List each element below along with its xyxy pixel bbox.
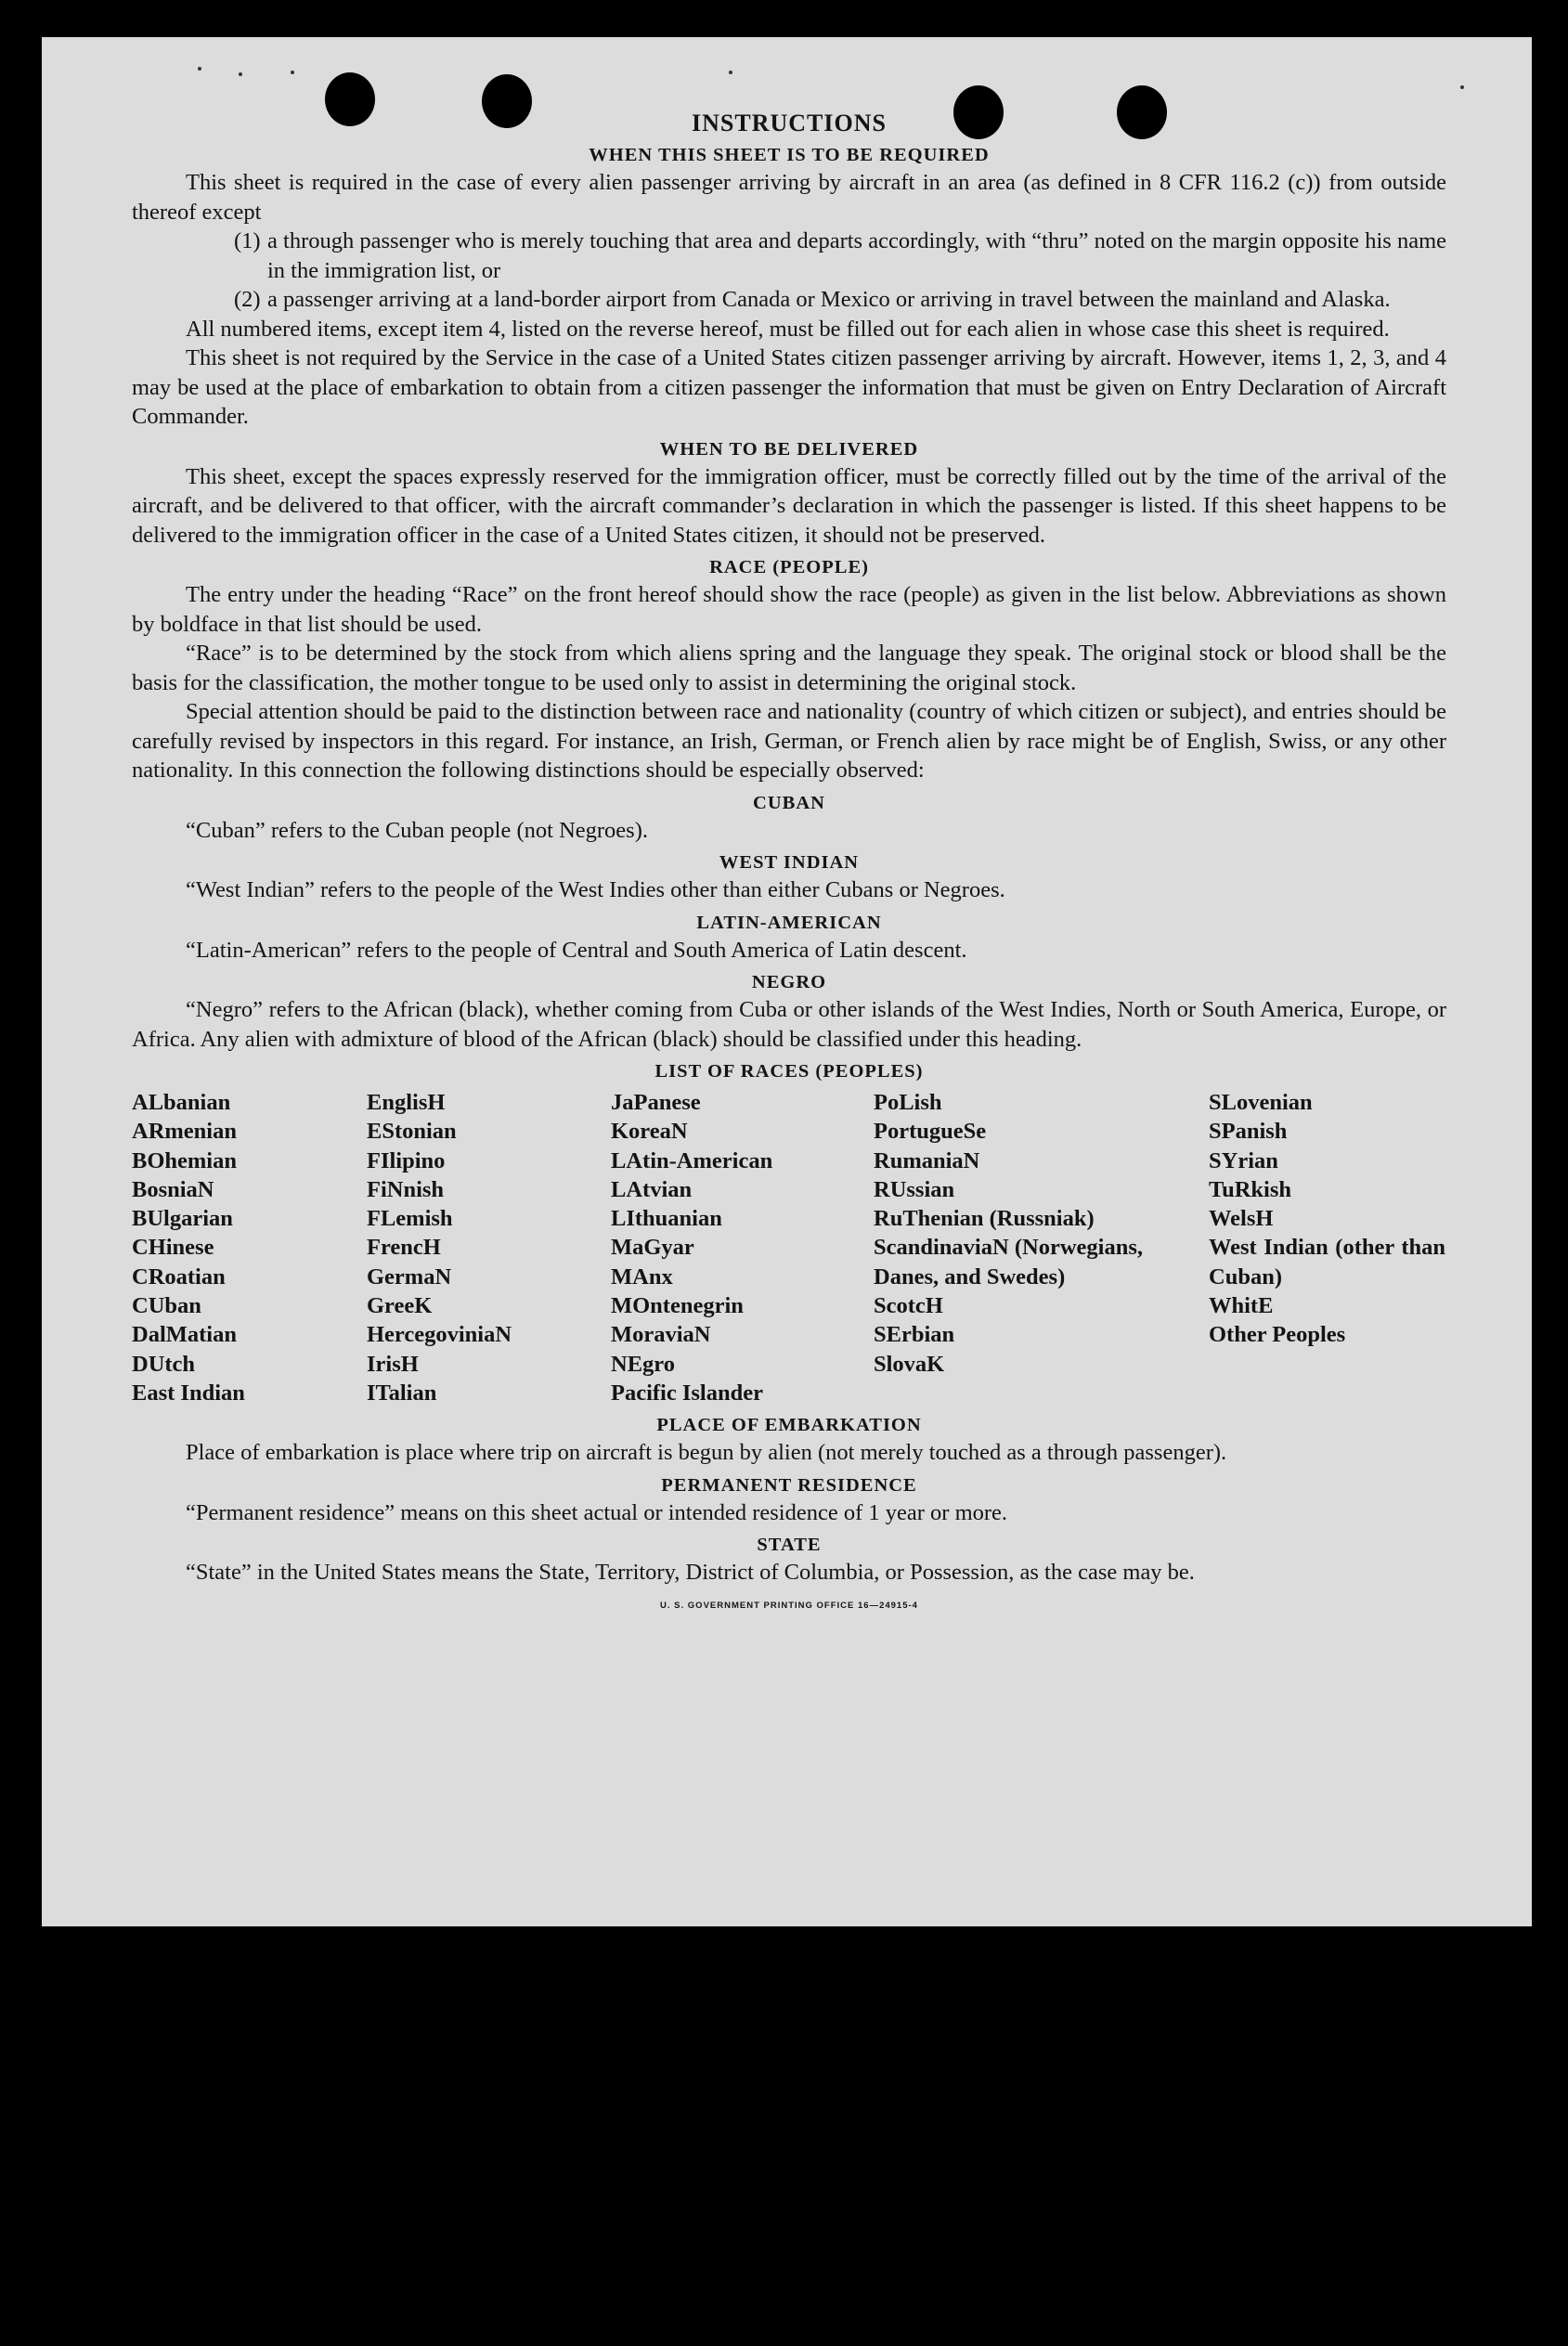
race-entry: WhitE <box>1209 1293 1274 1319</box>
latin-american-paragraph: “Latin-American” refers to the people of Central and South America of Latin descent. <box>186 937 967 963</box>
race-entry: SLovenian <box>1209 1090 1313 1115</box>
exception-number: (2) <box>234 287 261 312</box>
race-entry: Pacific Islander <box>611 1380 763 1406</box>
section-heading-when-required: WHEN THIS SHEET IS TO BE REQUIRED <box>589 145 990 165</box>
race-entry: DalMatian <box>132 1322 237 1348</box>
race-paragraph-2: “Race” is to be determined by the stock from which aliens spring and the language they speak. The original stock or blood shall be the basis for the classification, the mother tongue to be used only to assist in determining the original stock. <box>132 641 1446 695</box>
race-entry: JaPanese <box>611 1090 701 1115</box>
page-title: INSTRUCTIONS <box>692 110 887 136</box>
race-entry: CHinese <box>132 1235 214 1261</box>
speck <box>291 71 294 74</box>
exception-item-2 <box>234 285 1446 315</box>
race-entry: MAnx <box>611 1264 673 1290</box>
section-heading-race: RACE (PEOPLE) <box>709 557 869 577</box>
section-heading-west-indian: WEST INDIAN <box>719 852 860 873</box>
speck <box>1460 85 1464 89</box>
section-heading-cuban: CUBAN <box>753 792 825 813</box>
race-entry: SPanish <box>1209 1119 1288 1145</box>
race-entry: KoreaN <box>611 1119 688 1145</box>
race-entry: DUtch <box>132 1351 196 1377</box>
races-column-1 <box>132 1088 367 1407</box>
race-entry: HercegoviniaN <box>367 1322 512 1348</box>
races-column-3 <box>611 1088 874 1407</box>
not-required-paragraph: This sheet is not required by the Service in the case of a United States citizen passenger arriving by aircraft. However, items 1, 2, 3, and 4 may be used at the place of embarkation to obtain from a citizen passenger the information that must be given on Entry Declaration of Aircraft Commander. <box>132 345 1446 429</box>
race-entry: FLemish <box>367 1206 453 1232</box>
residence-paragraph: “Permanent residence” means on this sheet actual or intended residence of 1 year or more. <box>186 1499 1008 1525</box>
race-entry: TuRkish <box>1209 1176 1292 1202</box>
when-required-intro: This sheet is required in the case of every alien passenger arriving by aircraft in an area (as defined in 8 CFR 116.2 (c)) from outside thereof except <box>132 170 1446 225</box>
race-paragraph-1: The entry under the heading “Race” on the front hereof should show the race (people) as given in the list below. Abbreviations as shown by boldface in that list should be used. <box>132 582 1446 637</box>
race-entry: GreeK <box>367 1293 433 1319</box>
west-indian-paragraph: “West Indian” refers to the people of the West Indies other than either Cubans or Negroes. <box>186 877 1005 902</box>
race-entry: CRoatian <box>132 1264 226 1290</box>
race-entry: FrencH <box>367 1235 441 1261</box>
section-heading-residence: PERMANENT RESIDENCE <box>661 1474 917 1496</box>
race-entry: LAtvian <box>611 1176 693 1202</box>
race-paragraph-3: Special attention should be paid to the distinction between race and nationality (country of which citizen or subject), and entries should be carefully revised by inspectors in this regard. For instance, an Irish, German, or French alien by race might be of English, Swiss, or any other nationality. In this connection the following distinctions should be especially observed: <box>132 699 1446 783</box>
race-entry: EStonian <box>367 1119 457 1145</box>
race-entry: LIthuanian <box>611 1206 722 1232</box>
exception-number: (1) <box>234 228 261 253</box>
race-entry: RUssian <box>874 1176 955 1202</box>
negro-paragraph: “Negro” refers to the African (black), whether coming from Cuba or other islands of the West Indies, North or South America, Europe, or Africa. Any alien with admixture of blood of the African (black) should be classified under this heading. <box>132 997 1446 1052</box>
speck <box>198 67 201 71</box>
race-entry: West Indian (other than Cuban) <box>1209 1235 1445 1290</box>
race-entry: WelsH <box>1209 1206 1274 1232</box>
race-entry: SlovaK <box>874 1351 945 1377</box>
punch-hole <box>953 85 1004 139</box>
printer-imprint: U. S. GOVERNMENT PRINTING OFFICE 16—24915-4 <box>660 1600 918 1611</box>
race-entry: FiNnish <box>367 1176 445 1202</box>
cuban-paragraph: “Cuban” refers to the Cuban people (not Negroes). <box>186 817 648 843</box>
document-sheet <box>42 37 1532 1926</box>
exception-item-1 <box>234 227 1446 285</box>
race-entry: ALbanian <box>132 1090 231 1115</box>
race-entry: MOntenegrin <box>611 1293 744 1319</box>
race-entry: RumaniaN <box>874 1147 980 1173</box>
race-entry: LAtin-American <box>611 1147 773 1173</box>
when-delivered-paragraph: This sheet, except the spaces expressly reserved for the immigration officer, must be correctly filled out by the time of the arrival of the aircraft, and be delivered to that officer, with the aircraft commander’s declaration in which the passenger is listed. If this sheet happens to be delivered to the immigration officer in the case of a United States citizen, it should not be preserved. <box>132 463 1446 548</box>
section-heading-embarkation: PLACE OF EMBARKATION <box>656 1415 922 1436</box>
race-entry: IrisH <box>367 1351 419 1377</box>
race-entry: SErbian <box>874 1322 955 1348</box>
races-list <box>132 1088 1446 1407</box>
race-entry: GermaN <box>367 1264 452 1290</box>
exception-text: a passenger arriving at a land-border airport from Canada or Mexico or arriving in travel between the mainland and Alaska. <box>267 287 1391 312</box>
punch-hole <box>482 74 532 128</box>
punch-hole <box>1117 85 1167 139</box>
races-column-2 <box>367 1088 611 1407</box>
race-entry: RuThenian (Russniak) <box>874 1206 1095 1232</box>
state-paragraph: “State” in the United States means the State, Territory, District of Columbia, or Possession, as the case may be. <box>186 1560 1195 1586</box>
race-entry: PoLish <box>874 1090 942 1115</box>
race-entry: BUlgarian <box>132 1206 233 1232</box>
section-heading-state: STATE <box>757 1535 822 1556</box>
races-column-4 <box>874 1088 1209 1407</box>
race-entry: SYrian <box>1209 1147 1278 1173</box>
race-entry: East Indian <box>132 1380 245 1406</box>
speck <box>729 71 732 74</box>
race-entry: ARmenian <box>132 1119 237 1145</box>
race-entry: ITalian <box>367 1380 437 1406</box>
section-heading-latin-american: LATIN-AMERICAN <box>696 912 882 933</box>
race-entry: MoraviaN <box>611 1322 711 1348</box>
race-entry: MaGyar <box>611 1235 694 1261</box>
embarkation-paragraph: Place of embarkation is place where trip on aircraft is begun by alien (not merely touched as a through passenger). <box>186 1440 1227 1466</box>
punch-hole <box>325 72 375 126</box>
race-entry: FIlipino <box>367 1147 446 1173</box>
section-heading-negro: NEGRO <box>751 972 827 992</box>
exception-text: a through passenger who is merely touching that area and departs accordingly, with “thru” noted on the margin opposite his name in the immigration list, or <box>267 228 1446 283</box>
race-entry: EnglisH <box>367 1090 446 1115</box>
race-entry: CUban <box>132 1293 201 1319</box>
race-entry: Other Peoples <box>1209 1322 1346 1348</box>
race-entry: ScotcH <box>874 1293 943 1319</box>
race-entry: ScandinaviaN (Norwegians, Danes, and Swedes) <box>874 1235 1143 1290</box>
race-entry: BosniaN <box>132 1176 214 1202</box>
race-entry: PortugueSe <box>874 1119 987 1145</box>
section-heading-when-delivered: WHEN TO BE DELIVERED <box>659 438 919 460</box>
races-column-5 <box>1209 1088 1445 1407</box>
section-heading-races-list: LIST OF RACES (PEOPLES) <box>654 1061 924 1082</box>
race-entry: NEgro <box>611 1351 675 1377</box>
speck <box>239 72 242 76</box>
race-entry: BOhemian <box>132 1147 237 1173</box>
numbered-items-paragraph: All numbered items, except item 4, listed on the reverse hereof, must be filled out for each alien in whose case this sheet is required. <box>186 316 1390 342</box>
